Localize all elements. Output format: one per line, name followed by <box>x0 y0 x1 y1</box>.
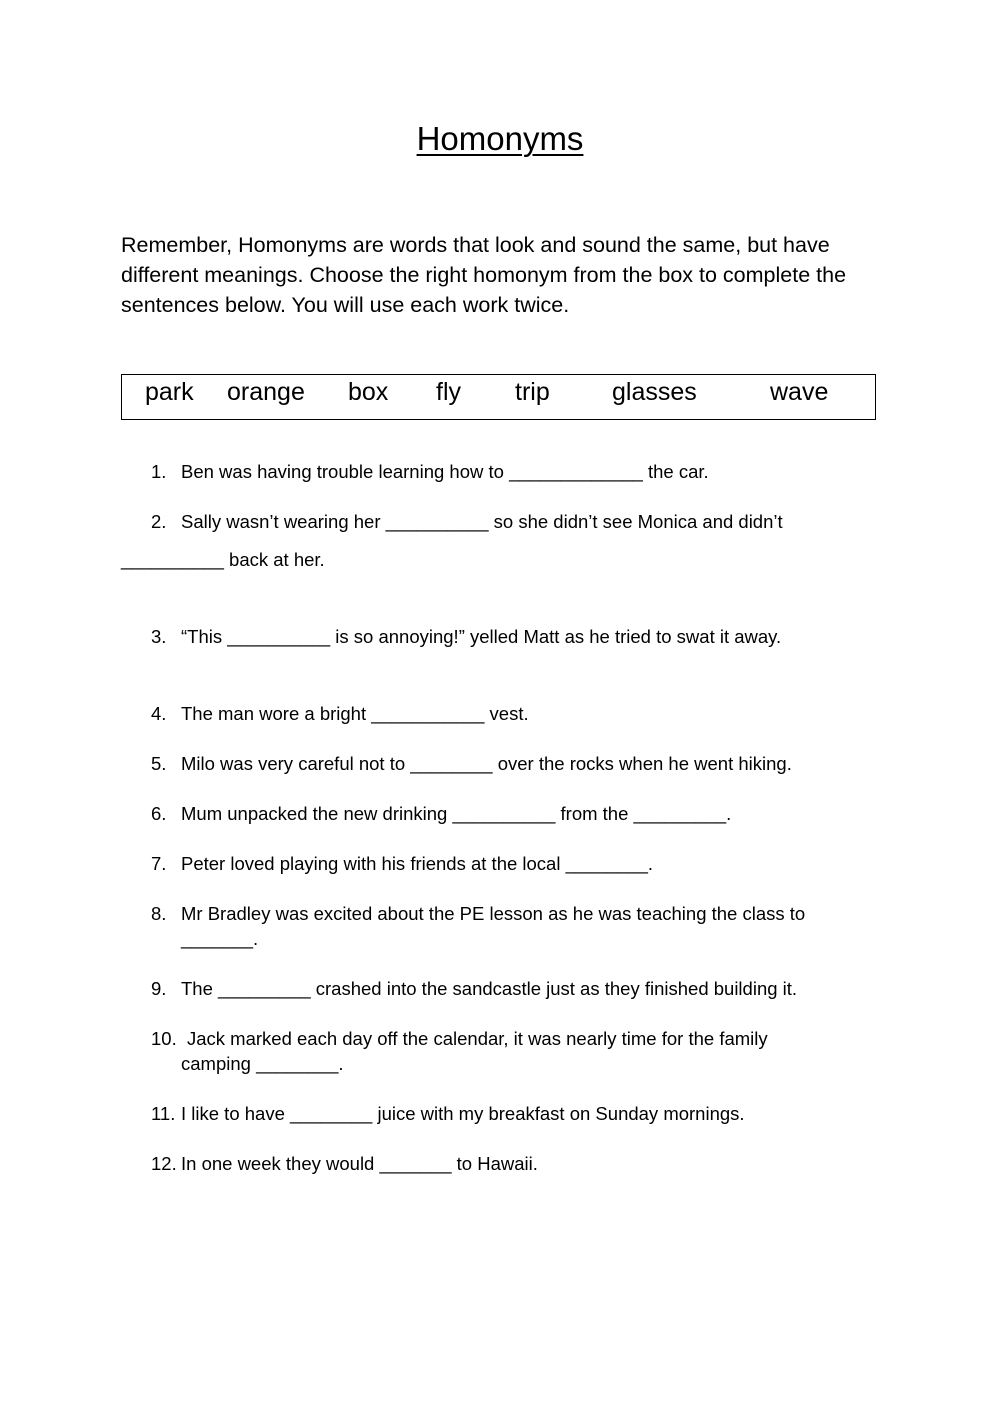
question-number: 4. <box>151 703 167 724</box>
question-item <box>151 851 654 876</box>
word-bank-item: box <box>348 378 389 406</box>
question-item <box>151 1026 768 1076</box>
question-text: Milo was very careful not to ________ over the rocks when he went hiking. <box>181 753 792 774</box>
word-bank-item: fly <box>436 378 461 406</box>
question-number: 3. <box>151 626 167 647</box>
question-item <box>151 701 529 726</box>
question-item <box>151 1151 538 1176</box>
question-text: Sally wasn’t wearing her __________ so she didn’t see Monica and didn’t <box>181 511 783 532</box>
question-number: 11. <box>151 1103 176 1124</box>
word-bank-item: wave <box>770 378 829 406</box>
word-bank-item: park <box>145 378 194 406</box>
question-text: The _________ crashed into the sandcastle just as they finished building it. <box>181 978 798 999</box>
question-text-continued: _______. <box>181 928 259 949</box>
question-item <box>151 624 782 649</box>
instructions-paragraph: Remember, Homonyms are words that look and sound the same, but have different meanings. Choose the right homonym from the box to complete the sentences below. You will use each work twice. <box>121 233 847 317</box>
word-bank-item: trip <box>515 378 550 406</box>
question-number: 12. <box>151 1153 177 1174</box>
page-title: Homonyms <box>416 120 584 157</box>
question-number: 9. <box>151 978 167 999</box>
question-continuation <box>121 547 325 572</box>
question-item <box>151 751 792 776</box>
question-number: 8. <box>151 903 167 924</box>
question-item <box>151 901 806 951</box>
question-number: 1. <box>151 461 167 482</box>
question-number: 10. <box>151 1028 177 1049</box>
question-text: “This __________ is so annoying!” yelled Matt as he tried to swat it away. <box>181 626 782 647</box>
question-text: Mr Bradley was excited about the PE lesson as he was teaching the class to <box>181 903 806 924</box>
question-item <box>151 976 798 1001</box>
question-text: Jack marked each day off the calendar, it was nearly time for the family <box>187 1028 768 1049</box>
question-text: In one week they would _______ to Hawaii. <box>181 1153 538 1174</box>
question-text: Peter loved playing with his friends at the local ________. <box>181 853 654 874</box>
question-text-continued: __________ back at her. <box>121 549 325 570</box>
question-text: Ben was having trouble learning how to _____________ the car. <box>181 461 709 482</box>
question-text: The man wore a bright ___________ vest. <box>181 703 529 724</box>
word-bank-box <box>121 374 876 420</box>
word-bank-item: glasses <box>612 378 697 406</box>
question-item <box>151 459 709 484</box>
question-item <box>151 801 732 826</box>
question-text: Mum unpacked the new drinking __________ from the _________. <box>181 803 732 824</box>
question-number: 7. <box>151 853 167 874</box>
question-item <box>151 1101 745 1126</box>
question-number: 2. <box>151 511 167 532</box>
question-text: I like to have ________ juice with my breakfast on Sunday mornings. <box>181 1103 745 1124</box>
word-bank-item: orange <box>227 378 305 406</box>
question-number: 5. <box>151 753 167 774</box>
question-item <box>151 509 783 534</box>
question-text-continued: camping ________. <box>181 1053 344 1074</box>
question-number: 6. <box>151 803 167 824</box>
